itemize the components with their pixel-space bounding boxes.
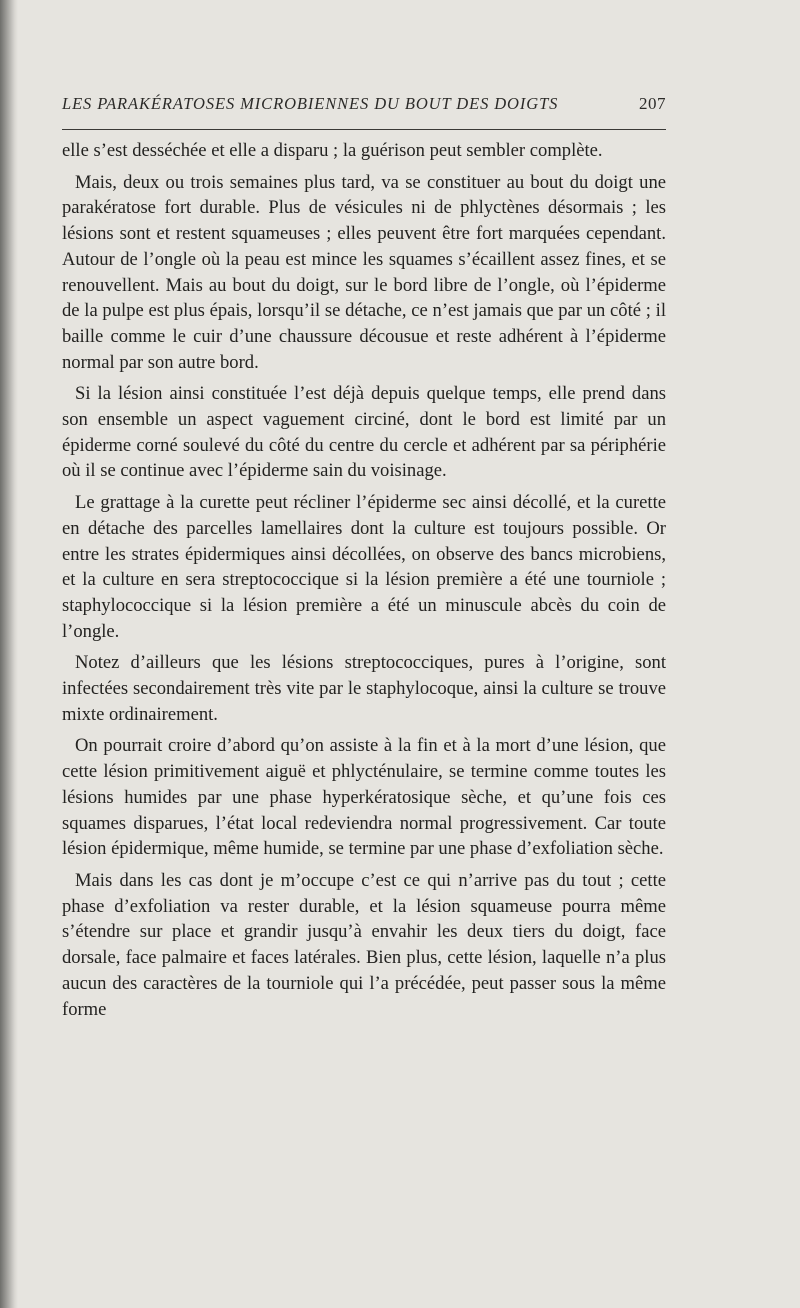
paragraph: Mais dans les cas dont je m’occupe c’est ce qui n’arrive pas du tout ; cette phase d’exfoliation va rester durable, et la lésion squameuse pourra même s’étendre sur place et grandir jusqu’à envahir les deux tiers du doigt, face dorsale, face palmaire et faces latérales. Bien plus, cette lésion, laquelle n’a plus aucun des caractères de la tourniole qui l’a précédée, peut passer sous la même forme	[62, 869, 666, 1020]
paragraph: elle s’est desséchée et elle a disparu ; la guérison peut sembler complète.	[62, 140, 603, 161]
header-rule	[62, 129, 666, 130]
paragraph: On pourrait croire d’abord qu’on assiste à la fin et à la mort d’une lésion, que cette lésion primitivement aiguë et phlycténulaire, se termine comme toutes les lésions humides par une phase hyperkératosique sèche, et qu’une fois ces squames disparues, l’état local redeviendra normal progressivement. Car toute lésion épidermique, même humide, se termine par une phase d’exfoliation sèche.	[62, 735, 666, 860]
page-header	[62, 94, 666, 124]
paragraph: Si la lésion ainsi constituée l’est déjà depuis quelque temps, elle prend dans son ensemble un aspect vaguement circiné, dont le bord est limité par un épiderme corné soulevé du côté du centre du cercle et adhérent par sa périphérie où il se continue avec l’épiderme sain du voisinage.	[62, 383, 666, 482]
paragraph: Notez d’ailleurs que les lésions streptococciques, pures à l’origine, sont infectées secondairement très vite par le staphylocoque, ainsi la culture se trouve mixte ordinairement.	[62, 652, 666, 725]
paragraph: Le grattage à la curette peut récliner l’épiderme sec ainsi décollé, et la curette en détache des parcelles lamellaires dont la culture est toujours possible. Or entre les strates épidermiques ainsi décollées, on observe des bancs microbiens, et la culture en sera streptococcique si la lésion première a été une tourniole ; staphylococcique si la lésion première a été un minuscule abcès du coin de l’ongle.	[62, 492, 666, 642]
page-number: 207	[639, 94, 666, 113]
body-text	[62, 138, 666, 1028]
running-title: LES PARAKÉRATOSES MICROBIENNES DU BOUT DES DOIGTS	[62, 94, 559, 113]
binding-shadow	[0, 0, 18, 1308]
paragraph: Mais, deux ou trois semaines plus tard, va se constituer au bout du doigt une parakératose fort durable. Plus de vésicules ni de phlyctènes désormais ; les lésions sont et restent squameuses ; elles peuvent être fort marquées cependant. Autour de l’ongle où la peau est mince les squames s’écaillent assez fines, et se renouvellent. Mais au bout du doigt, sur le bord libre de l’ongle, où l’épiderme de la pulpe est plus épais, lorsqu’il se détache, ce n’est jamais que par un côté ; il baille comme le cuir d’une chaussure décousue et reste adhérent à l’épiderme normal par son autre bord.	[62, 171, 666, 373]
